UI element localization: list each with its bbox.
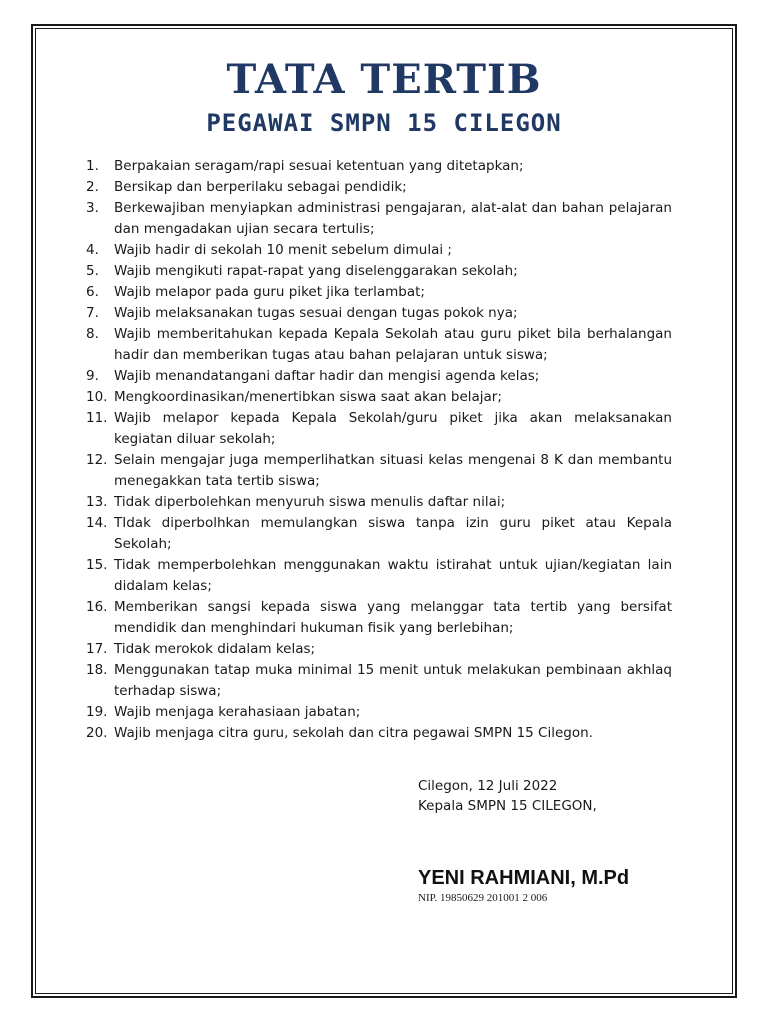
rule-item xyxy=(86,324,672,366)
rule-text: TIdak diperbolhkan memulangkan siswa tanpa izin guru piket atau Kepala Sekolah; xyxy=(114,515,672,552)
rule-text: Memberikan sangsi kepada siswa yang melanggar tata tertib yang bersifat mendidik dan menghindari hukuman fisik yang berlebihan; xyxy=(114,599,672,636)
rule-item xyxy=(86,513,672,555)
rule-number: 12. xyxy=(86,452,108,468)
rule-item xyxy=(86,303,672,324)
rule-number: 10. xyxy=(86,389,108,405)
rule-text: Tidak diperbolehkan menyuruh siswa menulis daftar nilai; xyxy=(114,494,506,510)
signatory-name: YENI RAHMIANI, M.Pd xyxy=(418,867,630,889)
rule-number: 14. xyxy=(86,515,108,531)
rule-item xyxy=(86,723,672,744)
rule-item xyxy=(86,366,672,387)
rule-text: Menggunakan tatap muka minimal 15 menit untuk melakukan pembinaan akhlaq terhadap siswa; xyxy=(114,662,672,699)
signature-block xyxy=(418,776,718,816)
signature-position: Kepala SMPN 15 CILEGON, xyxy=(418,798,597,814)
rule-text: Wajib hadir di sekolah 10 menit sebelum dimulai ; xyxy=(114,242,452,258)
rule-item xyxy=(86,639,672,660)
rule-number: 18. xyxy=(86,662,108,678)
rule-text: Wajib menandatangani daftar hadir dan mengisi agenda kelas; xyxy=(114,368,540,384)
rule-item xyxy=(86,450,672,492)
rule-text: Berpakaian seragam/rapi sesuai ketentuan yang ditetapkan; xyxy=(114,158,524,174)
rule-text: Wajib melaksanakan tugas sesuai dengan tugas pokok nya; xyxy=(114,305,518,321)
rule-text: Tidak merokok didalam kelas; xyxy=(114,641,316,657)
rule-item xyxy=(86,177,672,198)
rule-number: 3. xyxy=(86,200,99,216)
rule-item xyxy=(86,492,672,513)
rule-number: 5. xyxy=(86,263,99,279)
rule-number: 4. xyxy=(86,242,99,258)
rule-number: 2. xyxy=(86,179,99,195)
rule-text: Wajib melapor kepada Kepala Sekolah/guru piket jika akan melaksanakan kegiatan diluar sekolah; xyxy=(114,410,672,447)
rule-number: 1. xyxy=(86,158,99,174)
rule-number: 7. xyxy=(86,305,99,321)
rule-item xyxy=(86,387,672,408)
rule-item xyxy=(86,198,672,240)
rule-text: Wajib mengikuti rapat-rapat yang diselenggarakan sekolah; xyxy=(114,263,518,279)
rule-number: 17. xyxy=(86,641,108,657)
rule-number: 19. xyxy=(86,704,108,720)
rule-text: Bersikap dan berperilaku sebagai pendidik; xyxy=(114,179,407,195)
signatory-nip: NIP. 19850629 201001 2 006 xyxy=(418,892,548,904)
rule-item xyxy=(86,156,672,177)
rule-text: Wajib memberitahukan kepada Kepala Sekolah atau guru piket bila berhalangan hadir dan memberikan tugas atau bahan pelajaran untuk siswa; xyxy=(114,326,672,363)
rule-text: Berkewajiban menyiapkan administrasi pengajaran, alat-alat dan bahan pelajaran dan mengadakan ujian secara tertulis; xyxy=(114,200,672,237)
rule-item xyxy=(86,240,672,261)
rule-number: 15. xyxy=(86,557,108,573)
rule-text: Wajib melapor pada guru piket jika terlambat; xyxy=(114,284,425,300)
rule-text: Selain mengajar juga memperlihatkan situasi kelas mengenai 8 K dan membantu menegakkan tata tertib siswa; xyxy=(114,452,672,489)
rule-item xyxy=(86,408,672,450)
document-title: TATA TERTIB xyxy=(226,56,542,103)
rule-number: 9. xyxy=(86,368,99,384)
rule-number: 13. xyxy=(86,494,108,510)
rule-number: 16. xyxy=(86,599,108,615)
rule-item xyxy=(86,555,672,597)
rule-item xyxy=(86,660,672,702)
rule-text: Wajib menjaga citra guru, sekolah dan citra pegawai SMPN 15 Cilegon. xyxy=(114,725,593,741)
rule-item xyxy=(86,702,672,723)
rules-list xyxy=(86,156,672,744)
rule-text: Tidak memperbolehkan menggunakan waktu istirahat untuk ujian/kegiatan lain didalam kelas; xyxy=(114,557,672,594)
rule-number: 8. xyxy=(86,326,99,342)
rule-text: Wajib menjaga kerahasiaan jabatan; xyxy=(114,704,361,720)
rule-number: 11. xyxy=(86,410,108,426)
rule-text: Mengkoordinasikan/menertibkan siswa saat akan belajar; xyxy=(114,389,502,405)
rule-item xyxy=(86,597,672,639)
rule-item xyxy=(86,261,672,282)
rule-number: 6. xyxy=(86,284,99,300)
document-subtitle: PEGAWAI SMPN 15 CILEGON xyxy=(206,109,562,137)
rule-item xyxy=(86,282,672,303)
signature-place-date: Cilegon, 12 Juli 2022 xyxy=(418,778,558,794)
rule-number: 20. xyxy=(86,725,108,741)
